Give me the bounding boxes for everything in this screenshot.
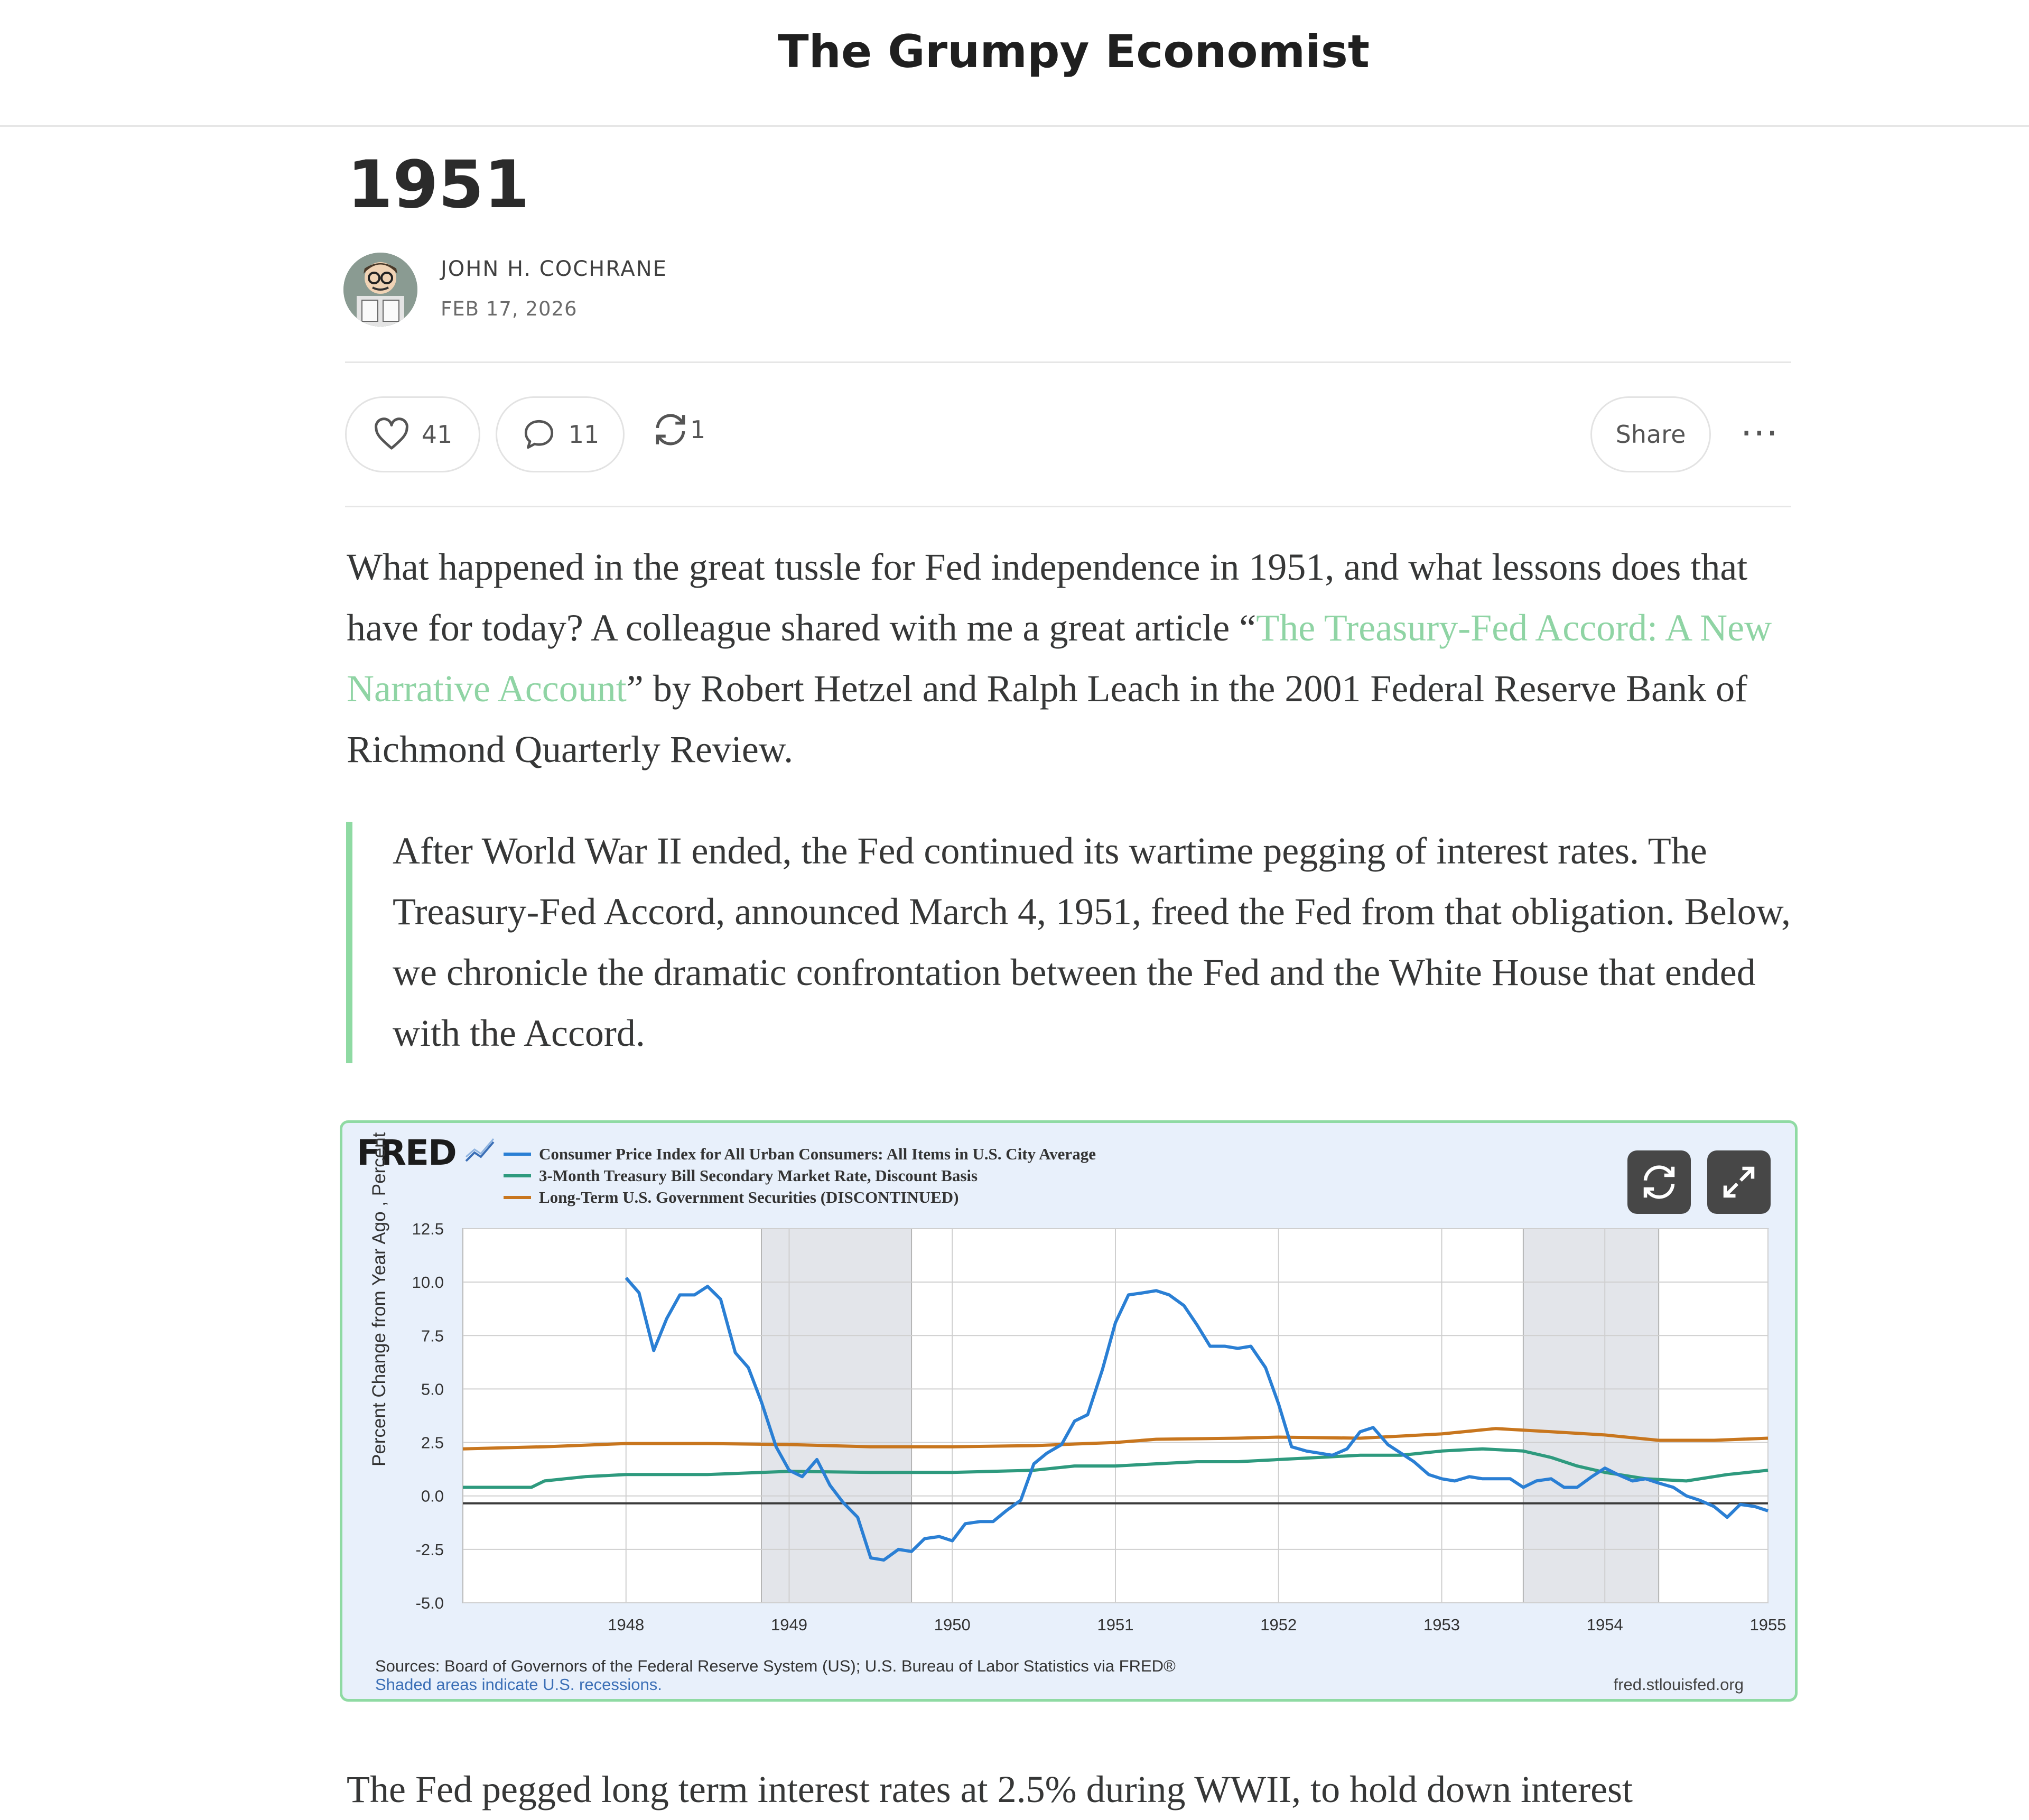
y-tick-label: 5.0 — [421, 1380, 444, 1399]
y-axis-label: Percent Change from Year Ago , Percent — [369, 1132, 389, 1466]
chart-plot — [342, 1123, 1795, 1699]
author-avatar[interactable] — [343, 253, 417, 327]
site-header — [0, 0, 2029, 127]
x-tick-label: 1951 — [1097, 1615, 1134, 1634]
recession-band — [1523, 1229, 1659, 1603]
divider-top — [345, 361, 1791, 363]
x-tick-label: 1953 — [1423, 1615, 1460, 1634]
fred-chart[interactable] — [340, 1120, 1798, 1702]
second-paragraph: The Fed pegged long term interest rates at 2.5% during WWII, to hold down interest — [347, 1768, 1633, 1810]
site-title[interactable]: The Grumpy Economist — [777, 25, 1370, 78]
blockquote-bar — [346, 822, 352, 1063]
x-tick-label: 1952 — [1260, 1615, 1297, 1634]
restack-count: 1 — [690, 415, 706, 444]
y-tick-label: 2.5 — [421, 1433, 444, 1452]
post-date: FEB 17, 2026 — [441, 298, 578, 320]
y-tick-label: 12.5 — [412, 1220, 444, 1238]
legend-label: 3-Month Treasury Bill Secondary Market Rate, Discount Basis — [539, 1166, 978, 1185]
like-button[interactable] — [345, 396, 480, 472]
fred-logo: FRED — [357, 1132, 456, 1173]
fred-site-link[interactable]: fred.stlouisfed.org — [1613, 1675, 1744, 1694]
y-tick-label: 10.0 — [412, 1273, 444, 1292]
legend-label: Consumer Price Index for All Urban Consumers: All Items in U.S. City Average — [539, 1144, 1096, 1163]
intro-paragraph — [347, 537, 1794, 780]
x-tick-label: 1949 — [771, 1615, 807, 1634]
like-count: 41 — [421, 420, 453, 449]
more-options-button[interactable]: ··· — [1741, 412, 1779, 455]
blockquote-text: After World War II ended, the Fed continued its wartime pegging of interest rates. The Treasury-Fed Accord, announced March 4, 1951, freed the Fed from that obligation. Below, we chronicle the dramatic confrontation between the Fed and the White House that ended with the Accord. — [393, 830, 1791, 1054]
recession-note[interactable]: Shaded areas indicate U.S. recessions. — [375, 1675, 662, 1694]
x-tick-label: 1950 — [934, 1615, 971, 1634]
restack-button[interactable] — [651, 410, 705, 449]
author-name[interactable]: JOHN H. COCHRANE — [441, 257, 667, 281]
share-label: Share — [1615, 420, 1686, 449]
intro-text-2: ” by Robert Hetzel and Ralph Leach in the 2001 Federal Reserve Bank of Richmond Quarterly Review. — [347, 667, 1748, 770]
share-button[interactable] — [1590, 396, 1711, 472]
comment-button[interactable] — [496, 396, 625, 472]
y-tick-label: 0.0 — [421, 1487, 444, 1506]
comment-count: 11 — [568, 420, 600, 449]
x-tick-label: 1954 — [1586, 1615, 1623, 1634]
divider-bottom — [345, 506, 1791, 507]
comment-icon — [521, 417, 557, 452]
avatar-illustration-icon — [343, 253, 417, 327]
chart-sources: Sources: Board of Governors of the Federal Reserve System (US); U.S. Bureau of Labor Statistics via FRED® — [375, 1657, 1176, 1675]
post-title: 1951 — [347, 147, 530, 223]
intro-text-1: What happened in the great tussle for Fed independence in 1951, and what lessons does that have for today? A colleague shared with me a great article “ — [347, 546, 1748, 649]
x-tick-label: 1955 — [1749, 1615, 1786, 1634]
y-tick-label: -5.0 — [415, 1594, 444, 1612]
recession-band — [761, 1229, 911, 1603]
x-tick-label: 1948 — [608, 1615, 645, 1634]
article-link[interactable]: The Treasury-Fed Accord: A New Narrative Account — [347, 607, 1772, 710]
heart-icon — [373, 417, 410, 451]
restack-icon — [651, 410, 690, 449]
y-tick-label: -2.5 — [415, 1540, 444, 1559]
legend-label: Long-Term U.S. Government Securities (DISCONTINUED) — [539, 1187, 959, 1206]
y-tick-label: 7.5 — [421, 1326, 444, 1345]
